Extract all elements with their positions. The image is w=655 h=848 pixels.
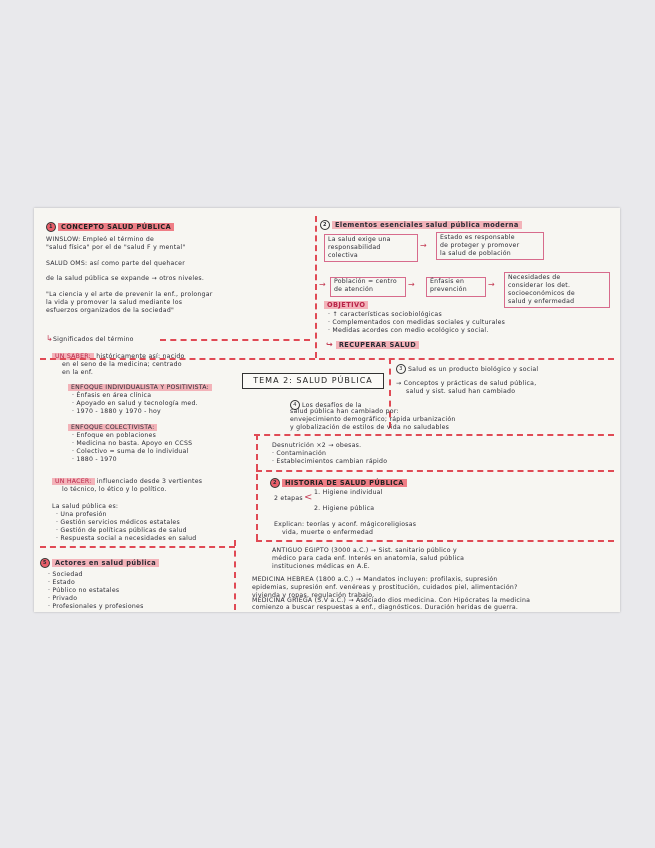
box-text: de atención xyxy=(334,286,374,293)
right-arrow-icon: → xyxy=(488,280,495,289)
actores-item: · Profesionales y profesiones xyxy=(48,603,144,610)
desafios-line: y globalización de estilos de vida no saludables xyxy=(290,424,450,431)
curved-arrow-icon: ↳ xyxy=(46,334,53,343)
enfoque-item: · Apoyado en salud y tecnología med. xyxy=(72,400,198,407)
section-3-line-3: salud y sist. salud han cambiado xyxy=(406,388,516,395)
box-text: Énfasis en xyxy=(430,278,465,285)
colectivo-item: · 1880 - 1970 xyxy=(72,456,117,463)
column-divider xyxy=(234,540,236,610)
desnutricion-line: Desnutrición ×2 → obesas. xyxy=(272,442,362,449)
divider xyxy=(256,540,614,542)
hebrea-line: vivienda y ropas, regulación trabajo. xyxy=(252,592,375,599)
hebrea-line: epidemias, supresión enf. venéreas y prostitución, cuidados piel, alimentación? xyxy=(252,584,518,591)
box-text: La salud exige una xyxy=(328,236,391,243)
column-divider xyxy=(315,216,317,358)
box-text: socioeconómicos de xyxy=(508,290,575,297)
right-arrow-icon: → xyxy=(408,280,415,289)
section-1-heading xyxy=(46,222,174,232)
page-title: TEMA 2: SALUD PÚBLICA xyxy=(242,373,384,389)
desafios-line: envejecimiento demográfico; rápida urbanización xyxy=(290,416,456,423)
quote-line-2: la vida y promover la salud mediante los xyxy=(46,299,183,306)
hacer-line-2: lo técnico, lo ético y lo político. xyxy=(62,486,167,493)
section-number-badge: 5 xyxy=(40,558,50,568)
right-arrow-icon: → xyxy=(319,280,326,289)
colectivo-title: ENFOQUE COLECTIVISTA: xyxy=(68,424,157,431)
contaminacion-line: · Contaminación xyxy=(272,450,327,457)
box-text: salud y enfermedad xyxy=(508,298,575,305)
notes-sheet xyxy=(34,208,620,612)
winslow-line-2: "salud física" por el de "salud F y mental" xyxy=(46,244,186,251)
section-3-line-2: → Conceptos y prácticas de salud pública, xyxy=(396,380,537,387)
oms-line: SALUD OMS: así como parte del quehacer xyxy=(46,260,186,267)
desafios-line: salud pública han cambiado por: xyxy=(290,408,399,415)
box-text: de proteger y promover xyxy=(440,242,520,249)
objetivo-item: · ↑ características sociobiológicas xyxy=(328,311,442,318)
box-text: responsabilidad xyxy=(328,244,381,251)
box-text: prevención xyxy=(430,286,467,293)
section-number-badge: 2 xyxy=(320,220,330,230)
brace-icon: < xyxy=(304,492,313,503)
saber-line-1: UN SABER: históricamente así: nacido xyxy=(52,353,185,360)
saber-line-2: en el seno de la medicina; centrado xyxy=(62,361,182,368)
explicar-line-1: Explican: teorías y aconf. mágicoreligiosas xyxy=(274,521,417,528)
desafios-line: 4 Los desafíos de la xyxy=(290,400,362,410)
hacer-line-1: UN HACER: influenciado desde 3 vertientes xyxy=(52,478,202,485)
objetivo-title: OBJETIVO xyxy=(324,302,368,309)
divider xyxy=(160,339,310,341)
colectivo-item: · Colectivo = suma de lo individual xyxy=(72,448,189,455)
expande-line: de la salud pública se expande → otros niveles. xyxy=(46,275,205,282)
box-text: colectiva xyxy=(328,252,358,259)
recuperar-label: ↪ RECUPERAR SALUD xyxy=(326,341,419,349)
etapas-label: 2 etapas xyxy=(274,495,303,502)
divider xyxy=(254,434,614,436)
explicar-line-2: vida, muerte o enfermedad xyxy=(282,529,374,536)
right-arrow-icon: → xyxy=(420,241,427,250)
section-1-title: CONCEPTO SALUD PÚBLICA xyxy=(58,223,174,231)
etapa-item: 1. Higiene individual xyxy=(314,489,383,496)
es-item: · Gestión de políticas públicas de salud xyxy=(56,527,187,534)
colectivo-item: · Enfoque en poblaciones xyxy=(72,432,157,439)
egipto-line: médico para cada enf. Interés en anatomía, salud pública xyxy=(272,555,465,562)
box-text: Estado es responsable xyxy=(440,234,515,241)
actores-title: Actores en salud pública xyxy=(52,559,159,567)
divider xyxy=(40,358,614,360)
es-item: · Respuesta social a necesidades en salud xyxy=(56,535,197,542)
box-text: Necesidades de xyxy=(508,274,561,281)
significados-label: ↳Significados del término xyxy=(46,334,134,343)
curved-arrow-icon: ↪ xyxy=(326,340,334,349)
historia-heading xyxy=(270,478,407,488)
actores-item: · Sociedad xyxy=(48,571,83,578)
enfoque-item: · 1970 - 1880 y 1970 - hoy xyxy=(72,408,161,415)
section-number-badge: 4 xyxy=(290,400,300,410)
es-item: · Gestión servicios médicos estatales xyxy=(56,519,180,526)
historia-title: HISTORIA DE SALUD PÚBLICA xyxy=(282,479,407,487)
etapa-item: 2. Higiene pública xyxy=(314,505,375,512)
egipto-line: ANTIGUO EGIPTO (3000 a.C.) → Sist. sanitario público y xyxy=(272,547,457,554)
griega-line: MEDICINA GRIEGA (S.V a.C.) → Asociado dios medicina. Con Hipócrates la medicina xyxy=(252,597,531,604)
box-text: la salud de población xyxy=(440,250,511,257)
winslow-line-1: WINSLOW: Empleó el término de xyxy=(46,236,155,243)
saber-line-3: en la enf. xyxy=(62,369,94,376)
enfoque-item: · Énfasis en área clínica xyxy=(72,392,152,399)
establecimientos-line: · Establecimientos cambian rápido xyxy=(272,458,388,465)
actores-heading xyxy=(40,558,159,568)
enfoque-title: ENFOQUE INDIVIDUALISTA Y POSITIVISTA: xyxy=(68,384,212,391)
hebrea-line: MEDICINA HEBREA (1800 a.C.) → Mandatos incluyen: profilaxis, supresión xyxy=(252,576,498,583)
section-2-heading xyxy=(320,220,522,230)
es-title: La salud pública es: xyxy=(52,503,119,510)
objetivo-item: · Medidas acordes con medio ecológico y social. xyxy=(328,327,489,334)
column-divider xyxy=(256,434,258,540)
quote-line-3: esfuerzos organizados de la sociedad" xyxy=(46,307,175,314)
section-3-line-1: 3 Salud es un producto biológico y social xyxy=(396,364,538,374)
box-text: Población = centro xyxy=(334,278,397,285)
actores-item: · Privado xyxy=(48,595,78,602)
section-number-badge: 1 xyxy=(46,222,56,232)
divider xyxy=(40,546,235,548)
griega-line: comienzo a buscar respuestas a enf., diagnósticos. Duración heridas de guerra. xyxy=(252,604,519,611)
es-item: · Una profesión xyxy=(56,511,107,518)
section-2-title: Elementos esenciales salud pública moderna xyxy=(332,221,522,229)
section-number-badge: 3 xyxy=(396,364,406,374)
divider xyxy=(256,470,614,472)
box-text: considerar los det. xyxy=(508,282,571,289)
actores-item: · Público no estatales xyxy=(48,587,120,594)
colectivo-item: · Medicina no basta. Apoyo en CCSS xyxy=(72,440,193,447)
actores-item: · Estado xyxy=(48,579,75,586)
section-number-badge: 2 xyxy=(270,478,280,488)
egipto-line: instituciones médicas en A.E. xyxy=(272,563,370,570)
quote-line-1: "La ciencia y el arte de prevenir la enf., prolongar xyxy=(46,291,213,298)
objetivo-item: · Complementados con medidas sociales y culturales xyxy=(328,319,506,326)
